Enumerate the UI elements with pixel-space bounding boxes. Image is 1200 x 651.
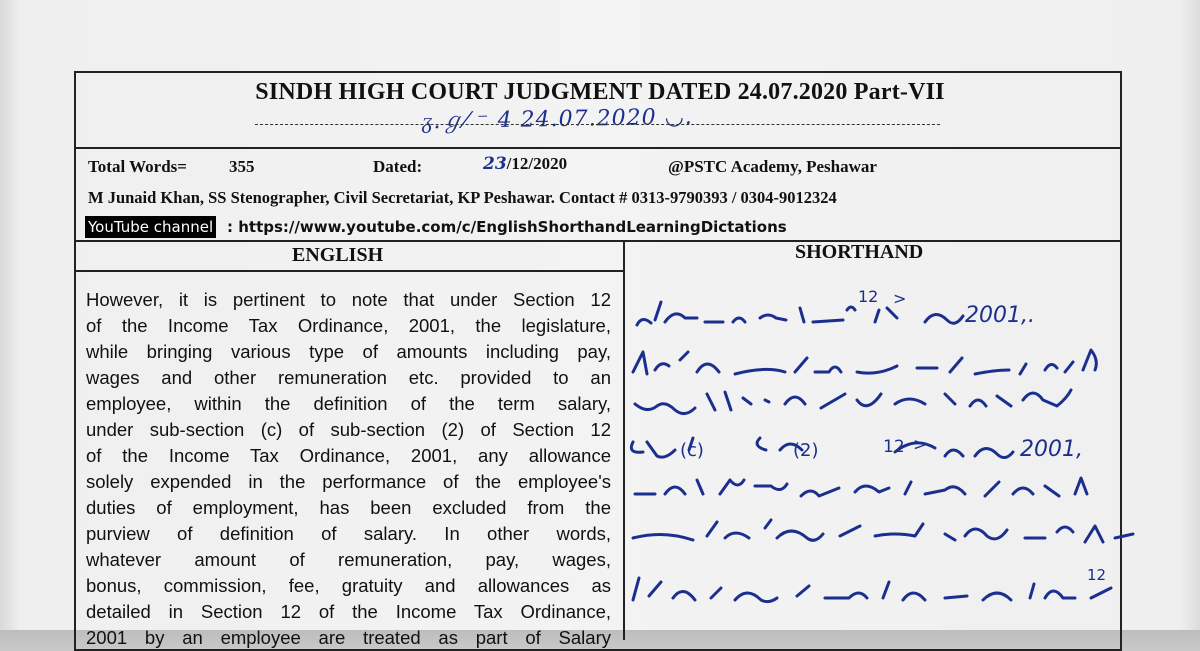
youtube-channel-badge: YouTube channel [85,216,216,238]
english-line: while bringing various type of amounts including pay, [86,341,611,362]
svg-text:2001,: 2001, [1020,437,1083,462]
shorthand-column-heading: SHORTHAND [795,241,924,263]
english-line: However, it is pertinent to note that under Section 12 [86,289,611,310]
shorthand-handwriting [625,280,1185,630]
svg-text:>: > [893,289,907,308]
svg-text:12: 12 [1087,566,1107,584]
divider-under-title [74,147,1122,149]
divider-under-english-heading [74,270,624,272]
academy-label: @PSTC Academy, Peshawar [668,157,877,176]
dated-day-handwritten: 23 [483,154,507,174]
english-column-heading: ENGLISH [292,244,384,266]
english-line: whatever amount of remuneration, pay, wages, [86,549,611,570]
svg-text:2001,.: 2001,. [965,303,1035,328]
total-words-label: Total Words= [88,157,187,176]
document-title: SINDH HIGH COURT JUDGMENT DATED 24.07.2020 Part-VII [255,79,945,105]
dated-label: Dated: [373,157,423,176]
svg-text:(c): (c) [680,440,704,461]
divider-under-header [74,240,1122,242]
handwritten-prefix-scribble: ᵹ.ℊ⁄ ⁻ 4 [421,107,521,135]
youtube-url-link[interactable]: : https://www.youtube.com/c/EnglishShorthandLearningDictations [227,218,787,236]
dated-month-year: /12/2020 [506,154,568,173]
svg-text:>: > [913,435,928,455]
author-contact-line: M Junaid Khan, SS Stenographer, Civil Secretariat, KP Peshawar. Contact # 0313-9790393 / 0304-9012324 [88,188,837,207]
total-words-value: 355 [229,157,255,176]
svg-text:12: 12 [883,437,905,457]
svg-text:(2): (2) [793,440,819,461]
english-line: purview of definition of salary. In other words, [86,523,611,544]
english-line: duties of employment, has been excluded from the [86,497,611,518]
svg-text:12: 12 [858,287,879,306]
english-line: of the Income Tax Ordinance, 2001, the legislature, [86,315,611,336]
english-line: of the Income Tax Ordinance, 2001, any allowance [86,445,611,466]
english-line: under sub-section (c) of sub-section (2) of Section 12 [86,419,611,440]
english-passage [86,287,611,651]
english-line: 2001 by an employee are treated as part of Salary [86,627,611,648]
english-line: wages and other remuneration etc. provided to an [86,367,611,388]
english-line: employee, within the definition of the term salary, [86,393,611,414]
english-line: solely expended in the performance of the employee's [86,471,611,492]
english-line: bonus, commission, fee, gratuity and allowances as [86,575,611,596]
handwritten-suffix-scribble: ◡. [656,104,694,131]
title-dashed-line [255,124,940,125]
dated-value [483,154,567,174]
english-line: detailed in Section 12 of the Income Tax Ordinance, [86,601,611,622]
handwritten-date: ᵹ.ℊ⁄ ⁻ 4 24.07.2020 ◡. [421,104,694,135]
